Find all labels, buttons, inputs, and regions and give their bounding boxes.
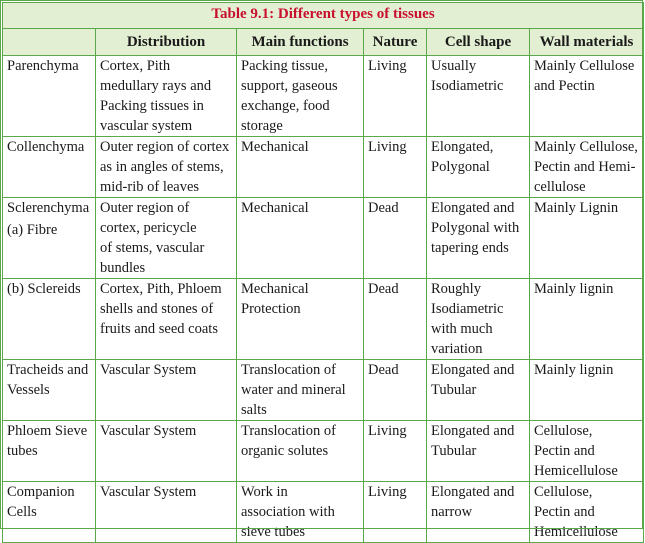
wall-text: Mainly Cellulose and Pectin [534,58,635,94]
distribution-text: Vascular System [100,484,197,500]
header-wall-materials: Wall materials [530,29,644,56]
nature-text: Dead [368,200,399,216]
cell-shape [427,198,530,279]
table-title-row [3,3,644,29]
nature-text: Dead [368,362,399,378]
table-row [3,482,644,543]
cell-distribution [96,137,237,198]
header-tissue [3,29,96,56]
header-cell-shape: Cell shape [427,29,530,56]
tissue-types-table [2,2,644,543]
cell-tissue [3,56,96,137]
distribution-text: Outer region of cortex as in angles of stems, mid-rib of leaves [100,139,230,195]
cell-functions [237,137,364,198]
cell-nature [364,421,427,482]
tissue-name: Phloem Sieve tubes [7,423,88,459]
shape-text: Roughly Isodiametric with much variation [431,281,504,357]
shape-text: Usually Isodiametric [431,58,504,94]
cell-wall [530,198,644,279]
cell-wall [530,279,644,360]
cell-wall [530,482,644,543]
table-row [3,360,644,421]
cell-distribution [96,360,237,421]
wall-text: Mainly lignin [534,362,614,378]
table-row [3,198,644,279]
shape-text: Elongated, Polygonal [431,139,494,175]
cell-shape [427,482,530,543]
functions-text: Translocation of water and mineral salts [241,362,346,418]
cell-shape [427,137,530,198]
cell-tissue [3,482,96,543]
shape-text: Elongated and narrow [431,484,515,520]
functions-text: Work in association with sieve tubes [241,484,335,540]
tissue-name: Tracheids and Vessels [7,362,89,398]
cell-tissue [3,360,96,421]
distribution-text: Cortex, Pith, Phloem shells and stones of fruits and seed coats [100,281,222,337]
cell-nature [364,482,427,543]
tissue-subtype: (a) Fibre [7,222,58,238]
cell-functions [237,279,364,360]
cell-functions [237,56,364,137]
cell-nature [364,360,427,421]
nature-text: Living [368,139,407,155]
cell-wall [530,56,644,137]
table-row [3,421,644,482]
table-title: Table 9.1: Different types of tissues [3,3,644,29]
cell-functions [237,421,364,482]
table-row [3,279,644,360]
cell-nature [364,56,427,137]
cell-wall [530,421,644,482]
functions-text: Mechanical [241,200,309,216]
functions-text: Packing tissue, support, gaseous exchange, food storage [241,58,338,134]
header-nature: Nature [364,29,427,56]
nature-text: Living [368,484,407,500]
cell-shape [427,421,530,482]
cell-shape [427,56,530,137]
tissue-name: Sclerenchyma [7,200,90,216]
shape-text: Elongated and Tubular [431,423,515,459]
cell-nature [364,198,427,279]
cell-distribution [96,56,237,137]
cell-wall [530,137,644,198]
cell-nature [364,279,427,360]
cell-functions [237,360,364,421]
cell-distribution [96,482,237,543]
nature-text: Living [368,423,407,439]
functions-text: Mechanical [241,139,309,155]
wall-text: Cellulose, Pectin and Hemicellulose [534,484,618,540]
cell-distribution [96,198,237,279]
wall-text: Mainly Lignin [534,200,619,216]
tissue-name: Companion Cells [7,484,75,520]
cell-tissue [3,137,96,198]
functions-text: Translocation of organic solutes [241,423,336,459]
distribution-text: Cortex, Pith medullary rays and Packing tissues in vascular system [100,58,212,134]
cell-distribution [96,421,237,482]
wall-text: Mainly lignin [534,281,614,297]
wall-text: Mainly Cellulose, Pectin and Hemi- cellulose [534,139,638,195]
cell-distribution [96,279,237,360]
nature-text: Living [368,58,407,74]
tissue-table-container [2,2,643,543]
header-distribution: Distribution [96,29,237,56]
wall-text: Cellulose, Pectin and Hemicellulose [534,423,618,479]
cell-tissue [3,198,96,279]
cell-wall [530,360,644,421]
tissue-name: Parenchyma [7,58,79,74]
distribution-text: Vascular System [100,423,197,439]
distribution-text: Outer region of cortex, pericycle of stems, vascular bundles [100,200,205,276]
shape-text: Elongated and Tubular [431,362,515,398]
cell-nature [364,137,427,198]
shape-text: Elongated and Polygonal with tapering ends [431,200,520,256]
cell-tissue [3,279,96,360]
nature-text: Dead [368,281,399,297]
cell-shape [427,279,530,360]
tissue-name: (b) Sclereids [7,281,81,297]
cell-shape [427,360,530,421]
header-main-functions: Main functions [237,29,364,56]
table-header-row [3,29,644,56]
cell-functions [237,198,364,279]
functions-text: Mechanical Protection [241,281,309,317]
distribution-text: Vascular System [100,362,197,378]
cell-tissue [3,421,96,482]
tissue-name: Collenchyma [7,139,85,155]
table-row [3,56,644,137]
table-row [3,137,644,198]
cell-functions [237,482,364,543]
